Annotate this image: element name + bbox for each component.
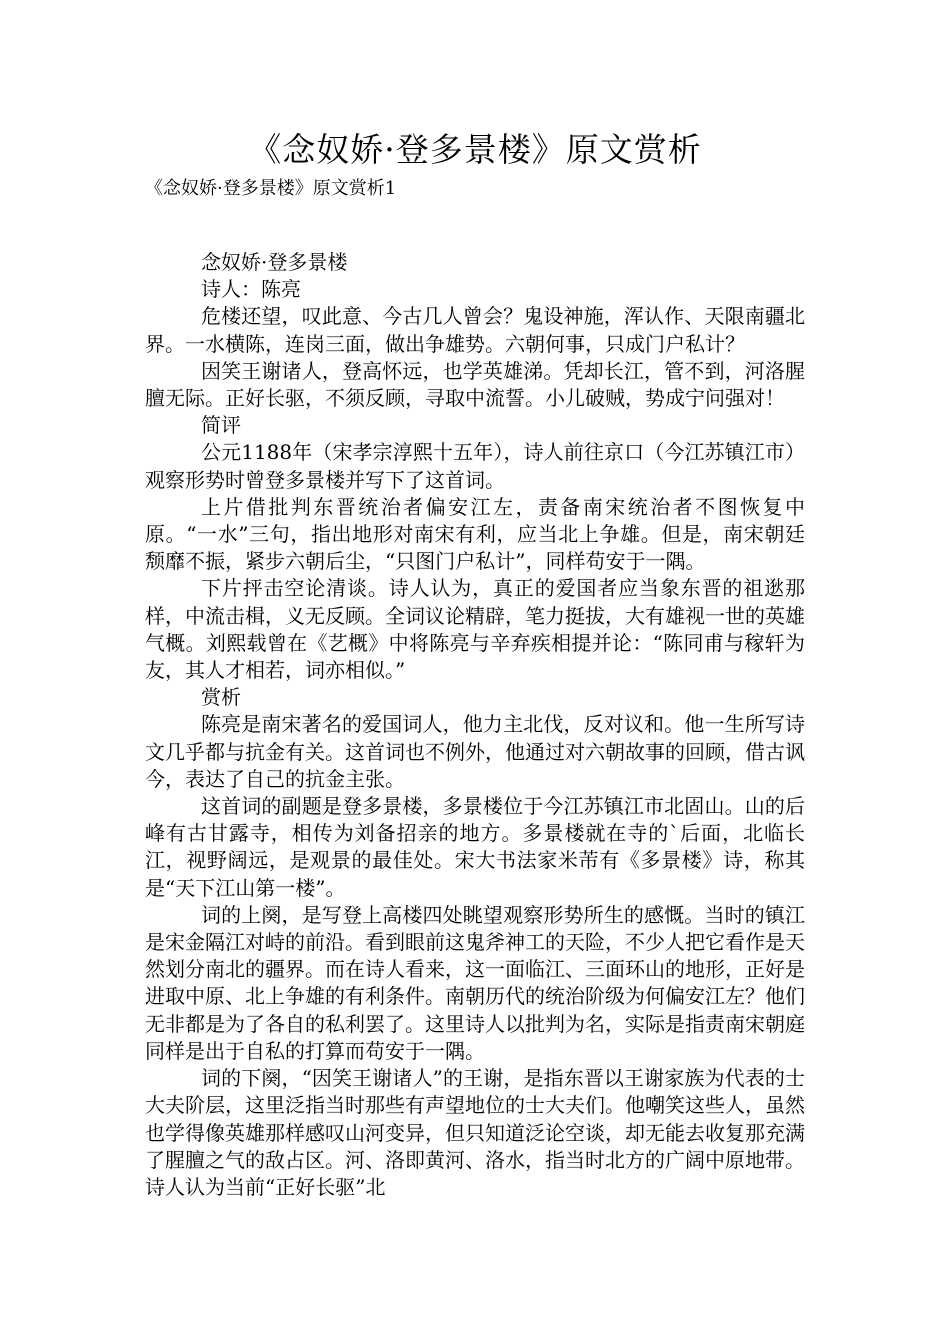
poem-stanza-1: 危楼还望，叹此意、今古几人曾会？鬼设神施，浑认作、天限南疆北界。一水横陈，连岗三面，做出争雄势。六朝何事，只成门户私计？ xyxy=(145,304,805,356)
poet-line: 诗人：陈亮 xyxy=(201,277,301,302)
section-heading-appreciation: 赏析 xyxy=(201,685,241,710)
document-title: 《念奴娇·登多景楼》原文赏析 xyxy=(248,130,702,169)
paragraph: 下片抨击空论清谈。诗人认为，真正的爱国者应当象东晋的祖逖那样，中流击楫，义无反顾。全词议论精辟，笔力挺拔，大有雄视一世的英雄气概。刘熙载曾在《艺概》中将陈亮与辛弃疾相提并论：“陈同甫与稼轩为友，其人才相若，词亦相似。” xyxy=(145,576,805,683)
paragraph: 公元1188年（宋孝宗淳熙十五年），诗人前往京口（今江苏镇江市）观察形势时曾登多景楼并写下了这首词。 xyxy=(145,440,805,492)
paragraph: 词的上阕，是写登上高楼四处眺望观察形势所生的感慨。当时的镇江是宋金隔江对峙的前沿。看到眼前这鬼斧神工的天险，不少人把它看作是天然划分南北的疆界。而在诗人看来，这一面临江、三面环山的地形，正好是进取中原、北上争雄的有利条件。南朝历代的统治阶级为何偏安江左？他们无非都是为了各自的私利罢了。这里诗人以批判为名，实际是指责南宋朝庭同样是出于自私的打算而苟安于一隅。 xyxy=(145,902,805,1063)
paragraph: 上片借批判东晋统治者偏安江左，责备南宋统治者不图恢复中原。“一水”三句，指出地形对南宋有利，应当北上争雄。但是，南宋朝廷颓靡不振，紧步六朝后尘，“只图门户私计”，同样苟安于一隅。 xyxy=(145,494,805,574)
paragraph: 这首词的副题是登多景楼，多景楼位于今江苏镇江市北固山。山的后峰有古甘露寺，相传为刘备招亲的地方。多景楼就在寺的`后面，北临长江，视野阔远，是观景的最佳处。宋大书法家米芾有《多景楼》诗，称其是“天下江山第一楼”。 xyxy=(145,794,805,900)
paragraph: 词的下阕，“因笑王谢诸人”的王谢，是指东晋以王谢家族为代表的士大夫阶层，这里泛指当时那些有声望地位的士大夫们。他嘲笑这些人，虽然也学得像英雄那样感叹山河变异，但只知道泛论空谈，却无能去收复那充满了腥膻之气的敌占区。河、洛即黄河、洛水，指当时北方的广阔中原地带。诗人认为当前“正好长驱”北 xyxy=(145,1066,805,1199)
poem-stanza-2: 因笑王谢诸人，登高怀远，也学英雄涕。凭却长江，管不到，河洛腥膻无际。正好长驱，不须反顾，寻取中流誓。小儿破贼，势成宁问强对！ xyxy=(145,358,805,411)
poem-title: 念奴娇·登多景楼 xyxy=(201,250,348,274)
document-body xyxy=(145,249,805,1201)
document-subtitle: 《念奴娇·登多景楼》原文赏析1 xyxy=(145,178,397,199)
section-heading-brief-review: 简评 xyxy=(201,413,241,438)
paragraph: 陈亮是南宋著名的爱国词人，他力主北伐，反对议和。他一生所写诗文几乎都与抗金有关。这首词也不例外，他通过对六朝故事的回顾，借古讽今，表达了自己的抗金主张。 xyxy=(145,712,805,791)
